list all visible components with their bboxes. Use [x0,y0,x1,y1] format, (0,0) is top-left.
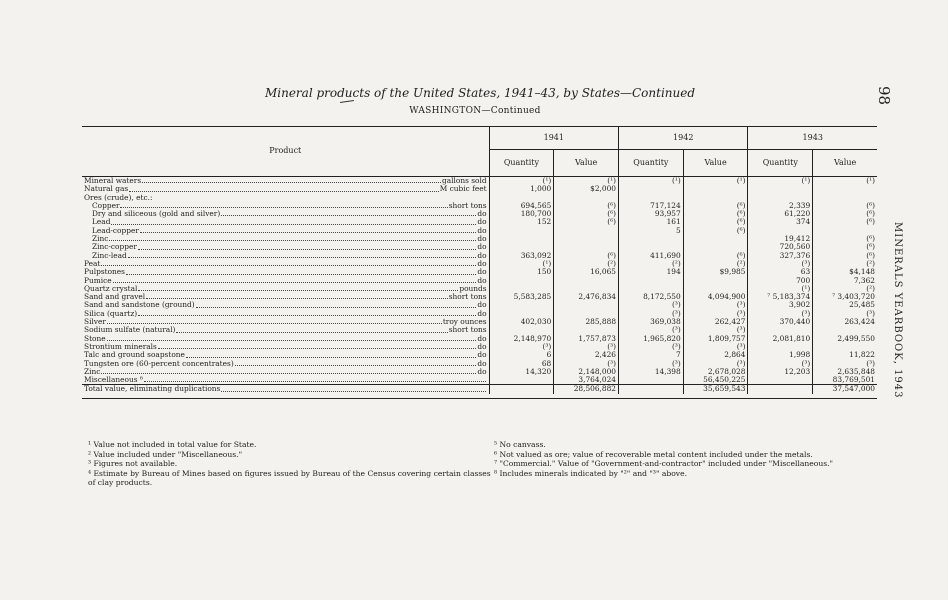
product-cell [82,268,489,276]
footnote: ⁸ Includes minerals indicated by "²" and "³" above. [494,468,688,478]
product-cell [82,252,489,260]
product-name: Zinc [92,234,109,244]
value-cell [554,277,619,285]
product-cell [82,194,489,202]
value-cell [554,301,619,309]
quantity-cell [489,301,554,309]
state-heading: WASHINGTON—Continued [409,106,541,116]
value-cell [683,185,748,193]
total-label: Total value, eliminating duplications [82,385,489,394]
quantity-header: Quantity [619,150,684,177]
value-cell: (³) [683,343,748,351]
product-cell [82,218,489,226]
value-cell: (⁶) [554,202,619,210]
quantity-cell: (¹) [489,260,554,268]
value-cell: 1,809,757 [683,335,748,343]
total-1943: 37,547,000 [813,385,877,394]
quantity-cell: (³) [619,326,684,334]
table-row [82,185,877,193]
quantity-cell: 327,376 [748,252,813,260]
quantity-cell: 369,038 [619,318,684,326]
quantity-cell [619,185,684,193]
product-cell [82,243,489,251]
product-name: Stone [84,333,106,343]
value-cell: (⁶) [813,235,877,243]
quantity-cell: 8,172,550 [619,293,684,301]
product-cell [82,326,489,334]
product-name: Talc and ground soapstone [84,350,185,360]
value-cell: (⁶) [683,202,748,210]
value-cell: (⁶) [683,210,748,218]
quantity-header: Quantity [489,150,554,177]
value-header: Value [683,150,748,177]
quantity-cell: 374 [748,218,813,226]
quantity-cell: (²) [619,260,684,268]
value-cell: 4,094,900 [683,293,748,301]
quantity-cell: 61,220 [748,210,813,218]
value-cell [554,235,619,243]
year-header-1943: 1943 [748,127,877,150]
product-unit: do [477,358,487,368]
product-unit: do [477,242,487,252]
value-cell: $4,148 [813,268,877,276]
product-name: Strontium minerals [84,341,157,351]
value-cell: (⁶) [554,210,619,218]
quantity-cell [619,376,684,385]
mineral-products-table [82,126,877,399]
quantity-cell [489,227,554,235]
quantity-cell: 14,398 [619,368,684,376]
quantity-cell [619,235,684,243]
value-cell: ⁷ 3,403,720 [813,293,877,301]
year-header-1942: 1942 [619,127,748,150]
footnote: ⁵ No canvass. [494,440,546,449]
quantity-cell: 93,957 [619,210,684,218]
product-name: Pumice [84,275,112,285]
footnote: ⁴ Estimate by Bureau of Mines based on figures issued by Bureau of the Census covering certain classes of clay products. [88,468,491,488]
quantity-cell: 2,081,810 [748,335,813,343]
footnote: ¹ Value not included in total value for State. [88,440,257,449]
value-cell: (⁶) [554,218,619,226]
product-name: Mineral waters [84,176,142,185]
quantity-cell: 1,998 [748,351,813,359]
value-cell: (³) [683,326,748,334]
value-cell: (⁶) [813,243,877,251]
product-unit: short tons [448,200,487,210]
footnote: ³ Figures not available. [88,459,178,469]
quantity-cell: (³) [489,343,554,351]
value-cell: (³) [554,343,619,351]
value-cell [683,235,748,243]
quantity-cell: (³) [619,310,684,318]
quantity-cell: 411,690 [619,252,684,260]
product-unit: troy ounces [442,317,487,327]
quantity-cell: 1,965,820 [619,335,684,343]
product-unit: do [477,234,487,244]
footnote: ⁶ Not valued as ore; value of recoverable metal content included under the metals. [494,449,813,459]
product-name: Dry and siliceous (gold and silver) [92,209,221,219]
value-cell: 2,476,834 [554,293,619,301]
quantity-cell: 68 [489,360,554,368]
page-number: 98 [875,86,893,106]
product-cell [82,210,489,218]
product-name: Lead-copper [92,225,139,235]
quantity-cell: (³) [748,310,813,318]
quantity-cell: 2,148,970 [489,335,554,343]
value-header: Value [554,150,619,177]
quantity-cell [748,376,813,385]
quantity-cell: 717,124 [619,202,684,210]
year-header-1941: 1941 [489,127,618,150]
value-cell: $2,000 [554,185,619,193]
value-cell: (⁶) [683,252,748,260]
quantity-cell: 6 [489,351,554,359]
product-name: Silica (quartz) [84,308,138,318]
quantity-cell: (¹) [748,177,813,186]
product-name: Copper [92,200,120,210]
table-row [82,368,877,376]
product-unit: do [477,250,487,260]
product-unit: M cubic feet [439,184,487,194]
value-cell: 1,757,873 [554,335,619,343]
quantity-cell [748,185,813,193]
value-cell: (¹) [683,177,748,186]
product-name: Tungsten ore (60-percent concentrates) [84,358,234,368]
product-name: Sodium sulfate (natural) [84,325,176,335]
quantity-cell [489,277,554,285]
value-cell: (³) [554,360,619,368]
product-cell [82,310,489,318]
product-name: Sand and sandstone (ground) [84,300,195,310]
product-unit: do [477,366,487,376]
product-cell [82,360,489,368]
product-cell [82,177,489,186]
total-row [82,385,877,394]
quantity-header: Quantity [748,150,813,177]
quantity-cell: 5,583,285 [489,293,554,301]
quantity-cell: (³) [619,343,684,351]
value-cell: (³) [813,360,877,368]
product-unit: do [477,300,487,310]
value-cell: (²) [813,285,877,293]
value-cell: (²) [813,260,877,268]
quantity-cell: (³) [619,360,684,368]
product-name: Zinc [84,366,101,376]
quantity-cell: 720,560 [748,243,813,251]
total-1942: 35,659,543 [683,385,748,394]
footnotes-right [494,440,880,478]
quantity-cell: 363,092 [489,252,554,260]
quantity-cell: 694,565 [489,202,554,210]
value-cell: 2,499,550 [813,335,877,343]
value-cell: 11,822 [813,351,877,359]
quantity-cell: 2,339 [748,202,813,210]
product-cell [82,301,489,309]
product-unit: do [477,267,487,277]
value-cell: (⁶) [683,227,748,235]
product-cell [82,235,489,243]
product-unit: short tons [448,325,487,335]
quantity-cell: (¹) [748,285,813,293]
product-unit: gallons sold [442,176,487,185]
value-cell [683,277,748,285]
quantity-cell: 5 [619,227,684,235]
value-cell: (⁶) [813,252,877,260]
product-cell [82,368,489,376]
value-cell: (²) [683,260,748,268]
value-header: Value [813,150,877,177]
quantity-cell: 14,320 [489,368,554,376]
product-cell [82,227,489,235]
quantity-cell: (¹) [489,177,554,186]
value-cell: 263,424 [813,318,877,326]
quantity-cell: 180,700 [489,210,554,218]
quantity-cell: ⁷ 5,183,374 [748,293,813,301]
value-cell: (⁶) [554,252,619,260]
quantity-cell: 370,440 [748,318,813,326]
value-cell: (²) [554,260,619,268]
product-column-header: Product [82,127,489,177]
product-cell [82,260,489,268]
value-cell: 2,426 [554,351,619,359]
running-head: MINERALS YEARBOOK, 1943 [892,222,903,399]
value-cell: 3,764,024 [554,376,619,385]
product-name: Peat [84,258,101,268]
product-name: Quartz crystal [84,283,138,293]
footnote: ⁷ "Commercial." Value of "Government-and-contractor" included under "Miscellaneous." [494,459,834,469]
quantity-cell: 7 [619,351,684,359]
value-cell: (⁶) [813,218,877,226]
quantity-cell: (³) [619,301,684,309]
product-unit: do [477,209,487,219]
quantity-cell: 3,902 [748,301,813,309]
quantity-cell [489,376,554,385]
product-unit: pounds [459,283,487,293]
quantity-cell: (³) [748,360,813,368]
value-cell: (³) [813,310,877,318]
product-name: Lead [92,217,111,227]
product-unit: do [477,275,487,285]
quantity-cell: 12,203 [748,368,813,376]
product-unit: do [477,258,487,268]
product-unit: short tons [448,292,487,302]
quantity-cell: 63 [748,268,813,276]
quantity-cell: 194 [619,268,684,276]
value-cell: 25,485 [813,301,877,309]
value-cell: $9,985 [683,268,748,276]
value-cell: 7,362 [813,277,877,285]
value-cell: 2,635,848 [813,368,877,376]
product-name: Sand and gravel [84,292,146,302]
value-cell: (¹) [813,177,877,186]
product-name: Ores (crude), etc.: [84,192,153,202]
quantity-cell: 402,030 [489,318,554,326]
quantity-cell: 700 [748,277,813,285]
quantity-cell: 152 [489,218,554,226]
footnote: ² Value included under "Miscellaneous." [88,449,243,459]
value-cell: 2,678,028 [683,368,748,376]
product-name: Natural gas [84,184,129,194]
product-unit: do [477,225,487,235]
value-cell: (³) [683,360,748,368]
quantity-cell: (³) [748,260,813,268]
quantity-cell [489,235,554,243]
pencil-mark [340,100,354,103]
value-cell: 285,888 [554,318,619,326]
page-title: Mineral products of the United States, 1941–43, by States—Continued [264,86,696,100]
value-cell: 16,065 [554,268,619,276]
value-cell: 262,427 [683,318,748,326]
product-name: Silver [84,317,106,327]
quantity-cell: (¹) [619,177,684,186]
product-unit: do [477,333,487,343]
value-cell: (⁶) [813,210,877,218]
product-unit: do [477,350,487,360]
value-cell [813,185,877,193]
value-cell: (⁶) [683,218,748,226]
product-name: Pulpstones [84,267,125,277]
table-body [82,177,877,385]
quantity-cell: 150 [489,268,554,276]
value-cell: (³) [683,301,748,309]
product-name: Zinc-copper [92,242,137,252]
value-cell: 2,864 [683,351,748,359]
value-cell: 56,450,225 [683,376,748,385]
value-cell: 83,769,501 [813,376,877,385]
product-unit: do [477,308,487,318]
value-cell: (³) [683,310,748,318]
value-cell [554,227,619,235]
total-1941: 28,506,882 [554,385,619,394]
product-unit: do [477,217,487,227]
value-cell: 2,148,000 [554,368,619,376]
quantity-cell [619,277,684,285]
quantity-cell: 19,412 [748,235,813,243]
value-cell: (⁶) [813,202,877,210]
footnotes-left [88,440,496,488]
product-name: Miscellaneous ⁸ [84,375,143,385]
quantity-cell: 1,000 [489,185,554,193]
product-name: Zinc-lead [92,250,127,260]
value-cell: (¹) [554,177,619,186]
quantity-cell: 161 [619,218,684,226]
product-cell [82,277,489,285]
product-unit: do [477,341,487,351]
